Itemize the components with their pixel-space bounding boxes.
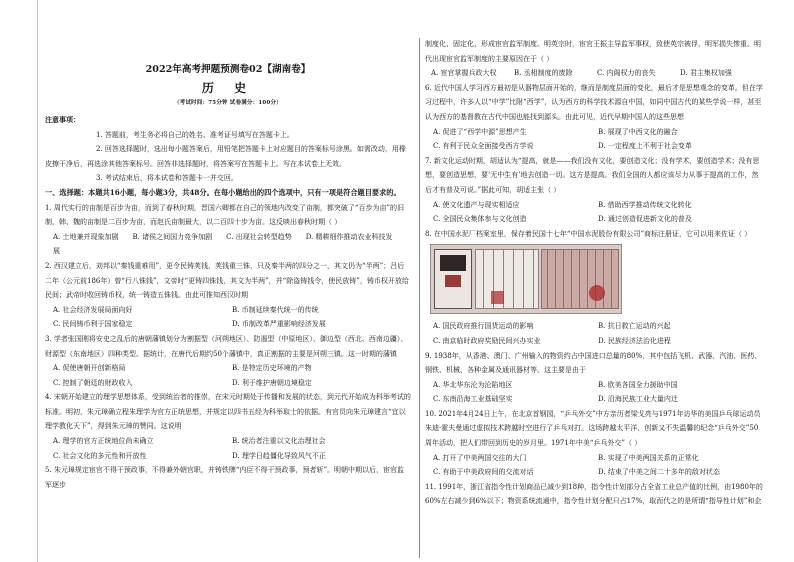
question-stem: 2. 西汉建立后，刘邦以“秦钱重难用”，更令民铸荚钱，荚钱重三铢，只及秦半两的四分之一，其文仍为“半两”；吕后二年（公元前186年）曾“行八铢钱”，文帝时“更铸四铢钱，其文为半两”，并“除盗铸钱令，使民放铸”，铸币权开放给民间；武帝时收回铸币权，统一铸造五铢钱。由此可推知西汉时期 <box>45 261 409 300</box>
option-d: D. 结束了中美之间二十多年的敌对状态 <box>598 468 720 477</box>
option-d: D. 通过创造促进新文化的普及 <box>598 215 692 224</box>
option-c: C. 南京临时政府奖励民间兴办实业 <box>433 336 541 345</box>
right-column <box>425 37 763 559</box>
exam-header <box>45 62 411 109</box>
option-b: B. 币制延续秦代统一的传统 <box>232 305 319 314</box>
question-stem: 4. 宋朝开始建立的理学思想体系，受到统治者的推崇，在宋元时期处于传播和发展的状态，到元代开始成为科举考试的标准。明初，朱元璋确立程朱理学为官方正统思想，并规定以四书五经为科举取士的依据。有官员向朱元璋建言“宜以理学教化天下”，得到朱元璋的赞同。这说明 <box>45 393 411 431</box>
question-options <box>45 230 411 259</box>
question-5-start <box>45 463 411 492</box>
option-b: B. 丞相制度的废除 <box>514 69 573 78</box>
exam-subject: 历 史 <box>201 81 255 95</box>
question-options <box>425 125 763 154</box>
question-6 <box>425 81 763 154</box>
option-a: A. 国民政府推行国货运动的影响 <box>433 322 534 331</box>
option-c: C. 控制了朝廷的财政收入 <box>53 378 133 387</box>
left-column <box>45 113 411 562</box>
option-d: D. 币制改革严重影响经济发展 <box>232 320 326 329</box>
notice-heading: 注意事项： <box>45 115 80 124</box>
trademark-certificate-image <box>430 244 622 314</box>
option-c: C. 东南沿海工业基础坚实 <box>433 395 513 404</box>
question-stem: 9. 1938年，从香港、澳门、广州输入的物资约占中国进口总量的80%，其中包括飞机、武器、汽油、医药、钢铁、机械、各种金属及通讯器材等。这主要是由于 <box>425 351 762 375</box>
certificate-body-panel <box>541 249 619 309</box>
option-d: D. 一定程度上不利于社会变革 <box>598 142 692 151</box>
notice-item: 1. 答题前，考生务必将自己的姓名、准考证号填写在答题卡上。 <box>96 130 294 139</box>
option-b: B. 展现了中西文化的融合 <box>598 127 678 136</box>
option-d: D. 精耕细作推动农业科技发展 <box>53 232 393 256</box>
option-d: D. 君主集权加强 <box>680 69 732 78</box>
question-5-continued <box>425 37 763 81</box>
question-7 <box>425 154 763 227</box>
option-c: C. 有利于民众全面接受西方学说 <box>433 142 534 151</box>
option-c: C. 民间铸币利于国家稳定 <box>53 320 133 329</box>
question-10 <box>425 407 763 480</box>
question-stem: 6. 近代中国人学习西方最初是从器物层面开始的，继而是制度层面的变化，最后才是思想观念的变革。但在学习过程中，许多人以“中学”比附“西学”，认为西方的科学技术源自中国，如同中国古代的某些学说一样，甚至认为西方的基督教在古代中国也能找到源头。由此可见，近代早期中国人的这些思想 <box>425 83 763 121</box>
question-8 <box>425 227 763 349</box>
question-9 <box>425 349 763 407</box>
option-b: B. 统治者注重以文化治理社会 <box>232 437 326 446</box>
option-a: A. 理学的官方正统地位尚未确立 <box>53 437 154 446</box>
question-options <box>45 303 411 332</box>
certificate-emblem <box>440 255 466 271</box>
question-options <box>425 198 763 227</box>
question-options <box>45 361 411 390</box>
notice-item: 2. 回答选择题时，选出每小题答案后，用铅笔把答题卡上对应题目的答案标号涂黑。如需改动，用橡皮擦干净后，再选涂其他答案标号。回答非选择题时，将答案写在答题卡上。写在本试卷上无效。 <box>45 145 406 168</box>
question-11 <box>425 480 763 509</box>
question-3 <box>45 332 411 390</box>
option-b: B. 实现了中美两国关系的正常化 <box>598 453 699 462</box>
option-a: A. 促使唐朝开创新格局 <box>53 364 126 373</box>
certificate-square-seal <box>491 291 504 304</box>
question-stem: 7. 新文化运动时期，胡适认为“提高，就是——我们没有文化，要创造文化；没有学术，要创造学术；没有思想，要创造思想，要‘无中生有’地去创造一切。这方是提高。我们全国的人都应该尽力从事于提高的工作，然后才有普及可说。”据此可知，胡适主张（ ） <box>425 156 760 194</box>
option-a: A. 打开了中美两国交往的大门 <box>433 453 527 462</box>
question-stem: 8. 在中国水泥厂档案室里，保存着民国十七年“中国水泥股份有限公司”商标注册证，它可以用来佐证（ ） <box>425 229 752 238</box>
option-a: A. 宦官掌握兵政大权 <box>431 69 497 78</box>
option-c: C. 出现社会转型趋势 <box>226 232 292 241</box>
exam-meta: （考试时间：75分钟 试卷满分：100分） <box>174 100 282 106</box>
option-c: C. 有助于中美政府间的交流对话 <box>433 468 534 477</box>
option-d: D. 理学日趋僵化导致风气不正 <box>232 451 326 460</box>
column-divider <box>419 38 420 558</box>
option-b: B. 抗日救亡运动的兴起 <box>598 322 671 331</box>
question-options <box>425 66 763 81</box>
option-d: D. 民族经济法治化进程 <box>598 336 671 345</box>
question-stem: 3. 学者张国刚将安史之乱后的唐朝藩镇划分为割据型（河朔地区）、防遏型（中原地区）、御边型（西北、西南边疆）、财源型（东南地区）四种类型。据统计，在唐代后期约50个藩镇中，真正割据的主要是河朔三镇。这一时期的藩镇 <box>45 334 408 358</box>
option-a: A. 促进了“西学中源”思想产生 <box>433 127 527 136</box>
option-b: B. 是特定历史环境的产物 <box>232 364 312 373</box>
option-c: C. 内阁权力的丧失 <box>597 69 656 78</box>
question-stem-continued: 制度化、固定化，形成宦官监军制度。明英宗时，宦官王振主导监军事权，致使英宗被俘，明军损失惨重。明代出现宦官监军制度的主要原因在于（ ） <box>425 40 761 63</box>
question-options <box>425 378 763 407</box>
option-b: B. 欧美各国全力援助中国 <box>598 380 678 389</box>
question-stem: 5. 朱元璋规定宦官不得干预政事，不得兼外朝官职，并铸铁牌“内臣不得干预政事，预者斩”。明朝中期以后，宦官监军逐步 <box>45 466 405 489</box>
notice-item: 3. 考试结束后，将本试卷和答题卡一并交回。 <box>96 174 238 183</box>
option-b: B. 诸侯之间国力竞争加剧 <box>132 232 213 241</box>
option-a: A. 华北华东沦为沦陷地区 <box>433 380 513 389</box>
question-stem: 1. 周代实行的亩制是百步为亩，而到了春秋时期，晋国六卿都在自己的领地内改变了亩制，都突破了“百步为亩”的旧制，韩、魏的亩制是二百步为亩，而赵氏亩制最大，以二百四十步为亩。这反映出春秋时期（ ） <box>45 203 405 227</box>
option-a: A. 土地兼并现象加剧 <box>53 232 119 241</box>
option-d: D. 利于维护唐朝边境稳定 <box>232 378 312 387</box>
certificate-text-panel <box>475 249 539 309</box>
question-options <box>425 319 763 348</box>
exam-title: 2022年高考押题预测卷02【湖南卷】 <box>145 64 311 75</box>
section-heading: 一、选择题：本题共16小题，每小题3分，共48分。在每小题给出的四个选项中，只有一项是符合题目要求的。 <box>45 187 401 197</box>
option-a: A. 使文化遗产与现实相适应 <box>433 200 520 209</box>
question-stem: 10. 2021年4月24日上午，在北京首钢园，“乒乓外交”中方亲历者梁戈亮与1971年访华的美国乒乓球运动员朱迪·霍夫曼通过虚拟技术跨越时空进行了乒乓对打。这场跨越太平洋、创新又不失温馨的纪念“乒乓外交”50周年活动，把人们带回到历史的岁月里。1971年中美“乒乓外交”（ ） <box>425 409 761 448</box>
certificate-emblem-panel <box>434 249 472 309</box>
option-b: B. 借助西学推动传统文化转化 <box>598 200 692 209</box>
certificate-red-mark <box>445 275 461 287</box>
option-d: D. 沿海民族工业大量内迁 <box>598 395 678 404</box>
question-options <box>45 434 411 463</box>
binding-line <box>37 0 38 562</box>
question-2 <box>45 259 411 332</box>
question-4 <box>45 390 411 463</box>
option-a: A. 社会经济发展局面向好 <box>53 305 133 314</box>
option-c: C. 全国民众集体参与文化创造 <box>433 215 527 224</box>
question-stem: 11. 1991年，浙江省指令性计划商品已减少到18种，指令性计划部分占全省工业总产值的比例，由1980年的60%左右减少到6%以下；物资系统流通中，指令性计划分配只占17%，取而代之的是所谓“指导性计划”和企 <box>425 482 763 506</box>
option-c: C. 社会文化的多元性和开放性 <box>53 451 147 460</box>
question-1 <box>45 201 411 259</box>
question-options <box>425 451 763 480</box>
